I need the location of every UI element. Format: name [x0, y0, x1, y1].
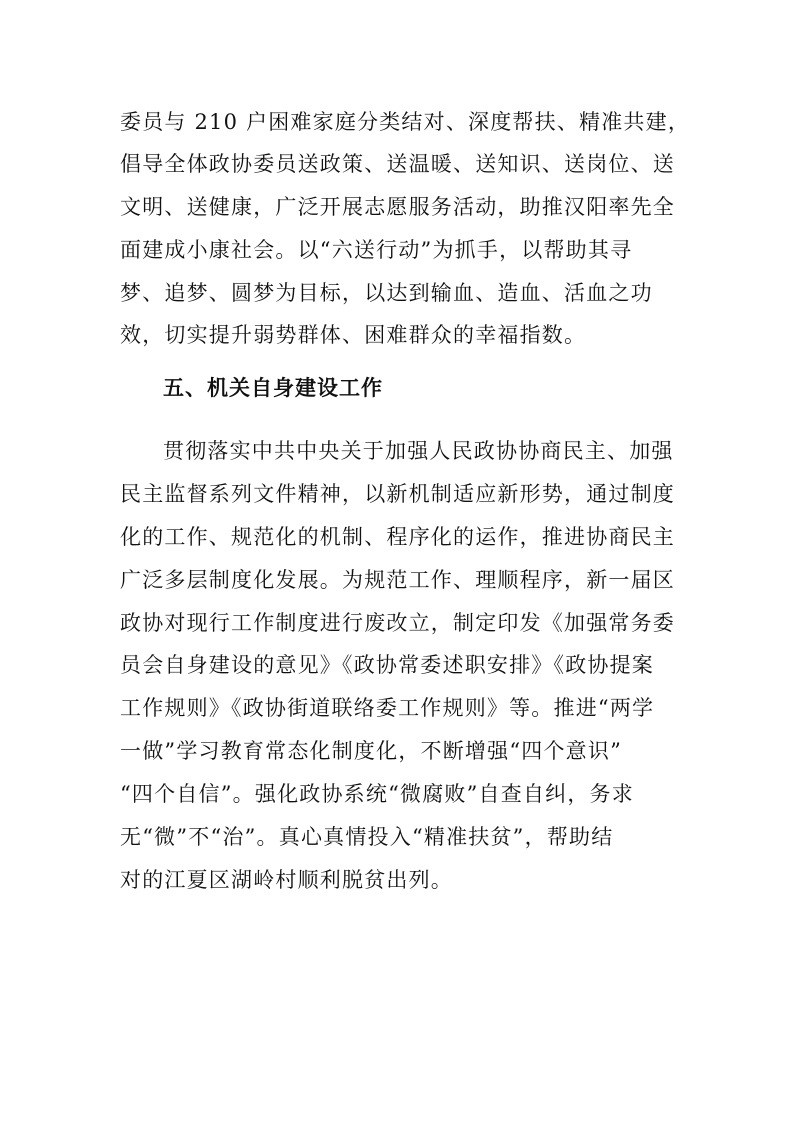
paragraph-line: 效，切实提升弱势群体、困难群众的幸福指数。 [120, 323, 587, 347]
paragraph-line: 员会自身建设的意见》《政协常委述职安排》《政协提案 [120, 653, 654, 677]
paragraph-line: 无“微”不“治”。真心真情投入“精准扶贫”，帮助结 [120, 825, 614, 849]
paragraph-line: 广泛多层制度化发展。为规范工作、理顺程序，新一届区 [120, 568, 675, 592]
paragraph-line: 政协对现行工作制度进行废改立，制定印发《加强常务委 [120, 611, 675, 635]
section-heading: 五、机关自身建设工作 [163, 376, 383, 400]
paragraph-line: 文明、送健康，广泛开展志愿服务活动，助推汉阳率先全 [120, 195, 675, 219]
paragraph-line: “四个自信”。强化政协系统“微腐败”自查自纠，务求 [120, 782, 634, 806]
paragraph-line: 民主监督系列文件精神，以新机制适应新形势，通过制度 [120, 482, 675, 506]
paragraph-line: 工作规则》《政协街道联络委工作规则》等。推进“两学 [120, 696, 655, 720]
paragraph-line: 梦、追梦、圆梦为目标，以达到输血、造血、活血之功 [120, 281, 653, 305]
paragraph-line: 委员与 210 户困难家庭分类结对、深度帮扶、精准共建， [120, 110, 691, 134]
paragraph-line: 贯彻落实中共中央关于加强人民政协协商民主、加强 [163, 439, 674, 463]
paragraph-line: 面建成小康社会。以“六送行动”为抓手，以帮助其寻 [120, 238, 633, 262]
paragraph-line: 一做”学习教育常态化制度化，不断增强“四个意识” [120, 739, 623, 763]
paragraph-line: 化的工作、规范化的机制、程序化的运作，推进协商民主 [120, 525, 675, 549]
paragraph-line: 倡导全体政协委员送政策、送温暖、送知识、送岗位、送 [120, 152, 675, 176]
paragraph-line: 对的江夏区湖岭村顺利脱贫出列。 [120, 868, 453, 892]
